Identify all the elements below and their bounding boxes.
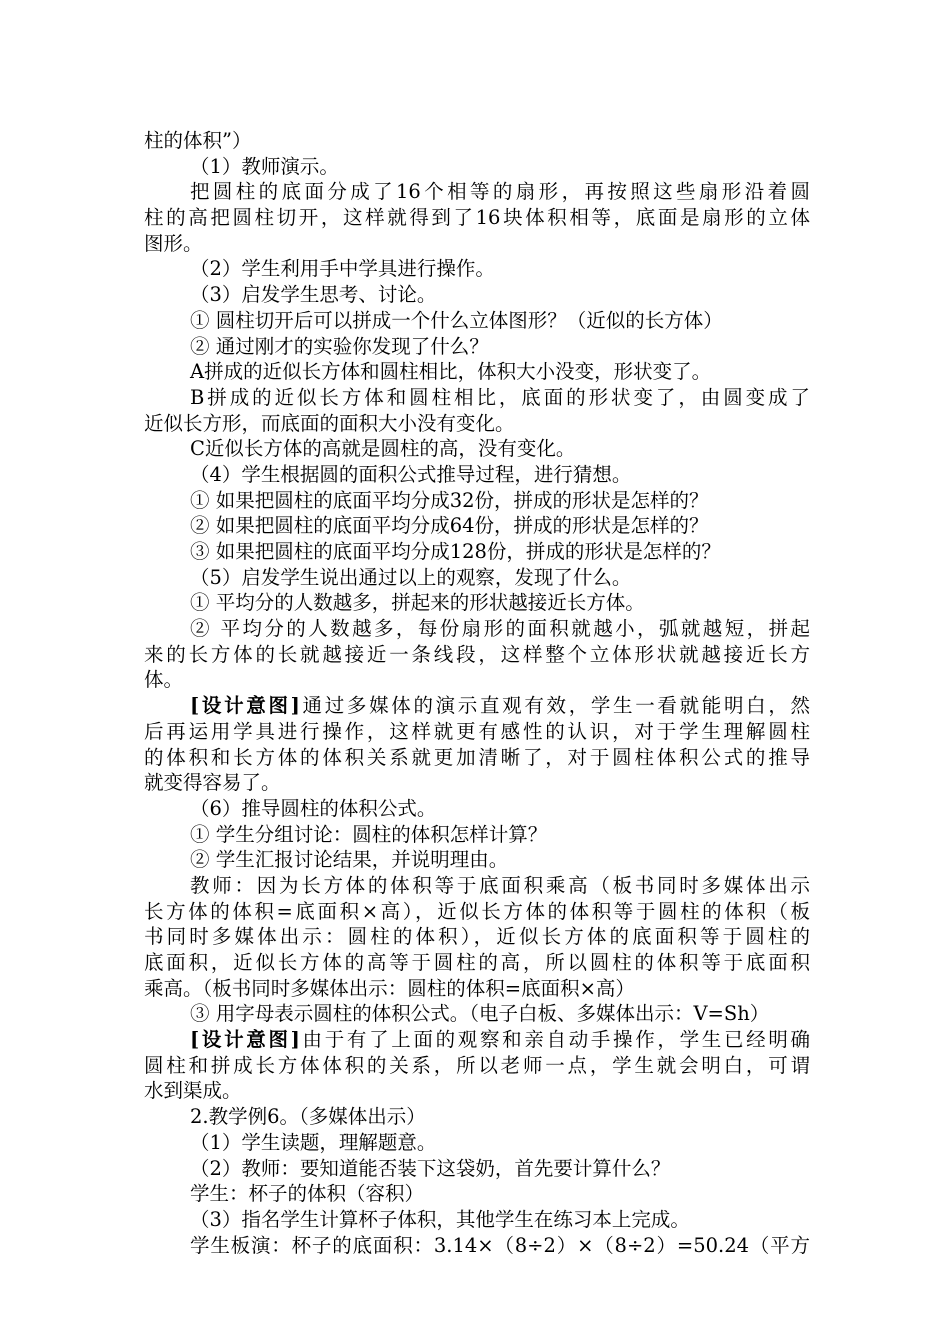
line-text: 教师：因为长方体的体积等于底面积乘高（板书同时多媒体出示 [190, 873, 810, 897]
text-line [144, 642, 810, 668]
line-text: 2.教学例6。（多媒体出示） [190, 1105, 426, 1129]
text-line [144, 667, 810, 693]
line-text: 就变得容易了。 [144, 771, 281, 795]
line-text: 柱的高把圆柱切开，这样就得到了16块体积相等，底面是扇形的立体 [144, 206, 810, 230]
line-text: 由于有了上面的观察和亲自动手操作，学生已经明确 [299, 1028, 810, 1052]
line-text: ③ 如果把圆柱的底面平均分成128份，拼成的形状是怎样的？ [190, 540, 721, 563]
text-line [144, 359, 810, 385]
text-line [144, 1078, 810, 1104]
text-line [144, 590, 810, 616]
text-line [144, 282, 810, 308]
text-line [144, 770, 810, 796]
line-text: ③ 用字母表示圆柱的体积公式。（电子白板、多媒体出示：V=Sh） [190, 1002, 770, 1026]
line-text: 水到渠成。 [144, 1079, 242, 1103]
text-line [144, 822, 810, 848]
text-line [144, 462, 810, 488]
line-text: C近似长方体的高就是圆柱的高，没有变化。 [190, 437, 576, 461]
text-line [144, 179, 810, 205]
line-text: （2）教师：要知道能否装下这袋奶，首先要计算什么？ [190, 1156, 671, 1180]
line-text: ② 平均分的人数越多，每份扇形的面积就越小，弧就越短，拼起 [190, 617, 810, 641]
text-line [144, 873, 810, 899]
line-text: 通过多媒体的演示直观有效，学生一看就能明白，然 [299, 694, 810, 718]
line-text: 后再运用学具进行操作，这样就更有感性的认识，对于学生理解圆柱 [144, 719, 810, 743]
text-line [144, 1130, 810, 1156]
line-text: 图形。 [144, 231, 203, 255]
text-line [144, 1233, 810, 1259]
design-intent-label: [设计意图] [190, 1028, 300, 1052]
text-line [144, 231, 810, 257]
text-line [144, 745, 810, 771]
line-text: ① 平均分的人数越多，拼起来的形状越接近长方体。 [190, 591, 645, 615]
line-text: （3）指名学生计算杯子体积，其他学生在练习本上完成。 [190, 1207, 690, 1231]
text-line [144, 796, 810, 822]
line-text: （1）教师演示。 [190, 154, 339, 178]
line-text: （5）启发学生说出通过以上的观察，发现了什么。 [190, 565, 632, 589]
text-line [144, 539, 810, 565]
line-text: ① 学生分组讨论：圆柱的体积怎样计算？ [190, 822, 548, 846]
document-body [144, 128, 810, 1258]
line-text: ② 学生汇报讨论结果，并说明理由。 [190, 848, 509, 872]
text-line [144, 1156, 810, 1182]
text-line [144, 847, 810, 873]
line-text: ② 通过刚才的实验你发现了什么？ [190, 334, 489, 358]
text-line [144, 1027, 810, 1053]
line-text: 近似长方形，而底面的面积大小没有变化。 [144, 411, 515, 435]
text-line [144, 616, 810, 642]
text-line [144, 436, 810, 462]
text-line [144, 924, 810, 950]
line-text: （3）启发学生思考、讨论。 [190, 283, 437, 307]
text-line [144, 256, 810, 282]
line-text: 学生板演：杯子的底面积：3.14×（8÷2）×（8÷2）=50.24（平方 [190, 1233, 810, 1257]
line-text: （1）学生读题，理解题意。 [190, 1130, 437, 1154]
text-line [144, 411, 810, 437]
line-text: ① 圆柱切开后可以拼成一个什么立体图形？（近似的长方体） [190, 308, 723, 332]
text-line [144, 693, 810, 719]
text-line [144, 128, 810, 154]
text-line [144, 950, 810, 976]
line-text: ① 如果把圆柱的底面平均分成32份，拼成的形状是怎样的？ [190, 488, 709, 512]
line-text: （4）学生根据圆的面积公式推导过程，进行猜想。 [190, 462, 632, 486]
text-line [144, 899, 810, 925]
text-line [144, 488, 810, 514]
line-text: 乘高。（板书同时多媒体出示：圆柱的体积=底面积×高） [144, 976, 635, 1000]
line-text: 体。 [144, 668, 184, 692]
text-line [144, 1181, 810, 1207]
text-line [144, 1001, 810, 1027]
text-line [144, 719, 810, 745]
line-text: （6）推导圆柱的体积公式。 [190, 796, 437, 820]
line-text: 的体积和长方体的体积关系就更加清晰了，对于圆柱体积公式的推导 [144, 745, 810, 769]
text-line [144, 976, 810, 1002]
line-text: （2）学生利用手中学具进行操作。 [190, 257, 495, 281]
line-text: ② 如果把圆柱的底面平均分成64份，拼成的形状是怎样的？ [190, 514, 709, 538]
line-text: B拼成的近似长方体和圆柱相比，底面的形状变了，由圆变成了 [190, 385, 810, 409]
text-line [144, 334, 810, 360]
text-line [144, 385, 810, 411]
line-text: 圆柱和拼成长方体体积的关系，所以老师一点，学生就会明白，可谓 [144, 1053, 810, 1077]
line-text: 把圆柱的底面分成了16个相等的扇形，再按照这些扇形沿着圆 [190, 180, 810, 204]
text-line [144, 513, 810, 539]
text-line [144, 1207, 810, 1233]
text-line [144, 308, 810, 334]
line-text: 书同时多媒体出示：圆柱的体积），近似长方体的底面积等于圆柱的 [144, 925, 810, 949]
line-text: 柱的体积”） [144, 129, 252, 152]
design-intent-label: [设计意图] [190, 694, 300, 718]
text-line [144, 1104, 810, 1130]
line-text: 学生：杯子的体积（容积） [190, 1182, 425, 1206]
line-text: 长方体的体积=底面积×高），近似长方体的体积等于圆柱的体积（板 [144, 899, 810, 923]
line-text: 底面积，近似长方体的高等于圆柱的高，所以圆柱的体积等于底面积 [144, 951, 810, 974]
line-text: A拼成的近似长方体和圆柱相比，体积大小没变，形状变了。 [190, 360, 712, 384]
text-line [144, 1053, 810, 1079]
text-line [144, 205, 810, 231]
text-line [144, 565, 810, 591]
line-text: 来的长方体的长就越接近一条线段，这样整个立体形状就越接近长方 [144, 642, 810, 666]
text-line [144, 154, 810, 180]
